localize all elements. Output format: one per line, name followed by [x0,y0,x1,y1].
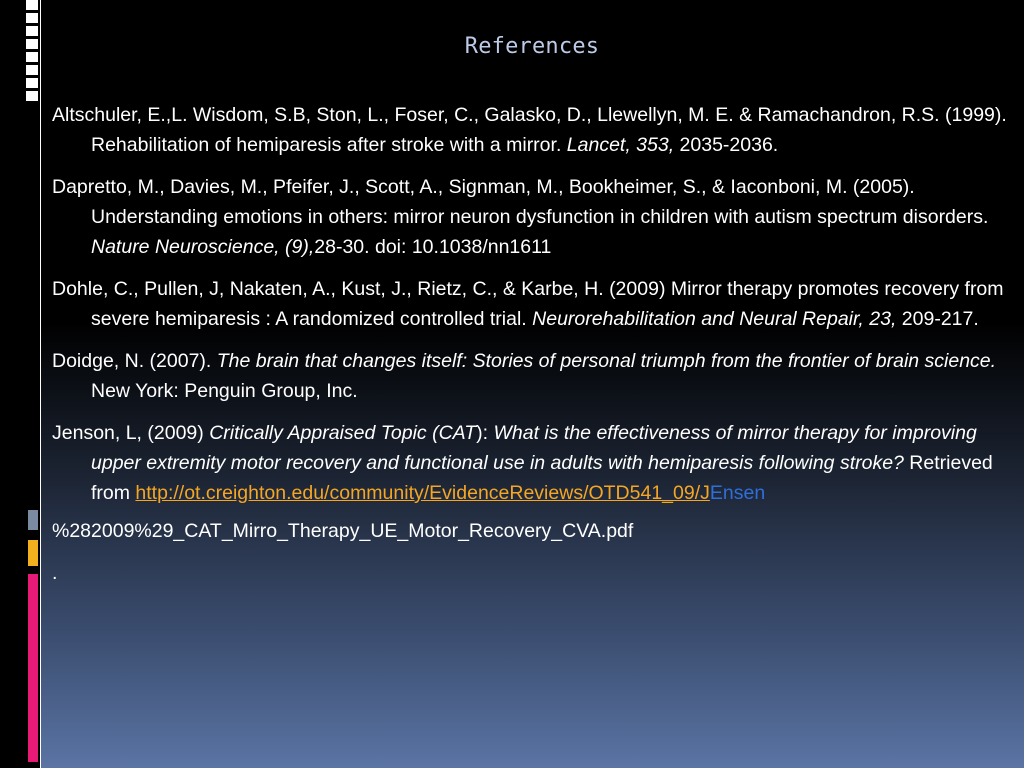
reference-url-link[interactable]: http://ot.creighton.edu/community/EvidenceReviews/OTD541_09/J [135,482,710,504]
reference-url-tail[interactable]: Ensen [709,482,766,504]
reference-authors: Dapretto, M., Davies, M., Pfeifer, J., Scott, A., Signman, M., Bookheimer, S., & Iaconboni, M. (2005). Understanding emotions in others: mirror neuron dysfunction in children with autism spectrum disorders. [52,176,989,228]
reference-authors: Dohle, C., Pullen, J, Nakaten, A., Kust, J., Rietz, C., & Karbe, H. (2009) Mirror therapy promotes recovery from severe hemiparesis : A randomized controlled trial. [52,278,1004,330]
reference-list [52,100,1018,588]
magenta-marker [28,574,38,762]
reference-pages: 209-217. [901,308,979,330]
reference-item-dapretto [52,172,1018,262]
reference-journal: Nature Neuroscience, (9), [91,236,315,258]
reference-authors: Altschuler, E.,L. Wisdom, S.B, Ston, L., Foser, C., Galasko, D., Llewellyn, M. E. & Ramachandron, R.S. (1999). Rehabilitation of hemiparesis after stroke with a mirror. [52,104,1007,156]
reference-item-jenson [52,418,1018,546]
striped-decor-block [26,0,38,118]
reference-journal: Neurorehabilitation and Neural Repair, 23, [532,308,902,330]
reference-item-doidge [52,346,1018,406]
vertical-divider [40,0,41,768]
reference-source: Critically Appraised Topic (CAT [209,422,477,444]
trailing-text: . [52,562,58,584]
reference-pages: 28-30. doi: 10.1038/nn1611 [314,236,552,258]
slide-title: References [464,34,600,59]
left-decor-strip [0,0,40,768]
reference-publisher: New York: Penguin Group, Inc. [91,380,358,402]
reference-journal: Lancet, 353, [566,134,680,156]
reference-pages: 2035-2036. [679,134,779,156]
reference-title: What is the effectiveness of mirror therapy for improving upper extremity motor recovery and functional use in adults with hemiparesis following stroke? [91,422,977,474]
reference-retrieved: Retrieved from [91,452,993,504]
gold-marker [28,540,38,566]
gray-marker [28,510,38,530]
reference-authors: Jenson, L, (2009) [52,422,210,444]
reference-item-altschuler [52,100,1018,160]
reference-authors: Doidge, N. (2007). [52,350,217,372]
reference-item-dohle [52,274,1018,334]
reference-source-close: ): [476,422,494,444]
reference-book-title: The brain that changes itself: Stories of personal triumph from the frontier of brain science. [216,350,997,372]
reference-url-continuation: %282009%29_CAT_Mirro_Therapy_UE_Motor_Recovery_CVA.pdf [52,520,634,542]
